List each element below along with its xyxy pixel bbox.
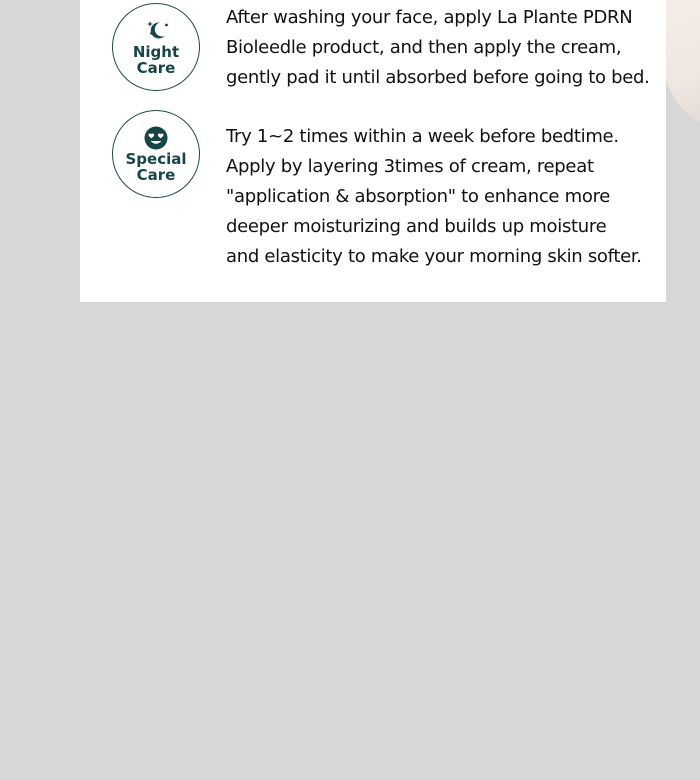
night-care-badge: [112, 3, 200, 91]
night-care-text-line: gently pad it until absorbed before going to bed.: [226, 67, 650, 88]
special-care-text-line: and elasticity to make your morning skin softer.: [226, 246, 642, 267]
night-care-text-line: Bioleedle product, and then apply the cream,: [226, 37, 622, 58]
special-care-text-line: deeper moisturizing and builds up moisture: [226, 216, 607, 237]
night-care-description: [226, 3, 650, 93]
special-care-text-line: "application & absorption" to enhance more: [226, 186, 611, 207]
moon-stars-icon: [142, 19, 170, 43]
care-instructions-card: [80, 0, 666, 302]
special-care-text-line: Apply by layering 3times of cream, repeat: [226, 156, 594, 177]
night-care-label-line-2: Care: [136, 58, 176, 77]
special-care-description: [226, 122, 646, 272]
night-care-text-line: After washing your face, apply La Plante PDRN: [226, 7, 633, 28]
special-care-text-line: Try 1~2 times within a week before bedtime.: [226, 126, 619, 147]
special-care-label-line-2: Care: [136, 165, 176, 184]
night-care-label-line-1: Night: [132, 42, 180, 61]
special-care-row: [112, 110, 646, 272]
night-care-row: [112, 3, 650, 93]
special-care-badge: [112, 110, 200, 198]
heart-eyes-smiley-icon: [142, 126, 170, 150]
special-care-label-line-1: Special: [125, 149, 187, 168]
